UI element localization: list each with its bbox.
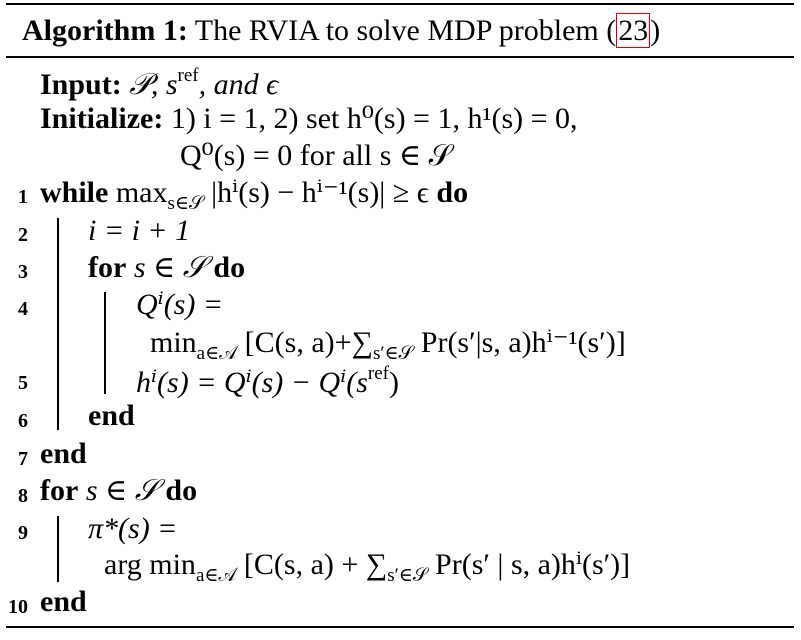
- line-number: 10: [8, 596, 28, 618]
- line-number: 2: [18, 224, 28, 246]
- line-number: 8: [18, 485, 28, 507]
- line-number: 9: [18, 522, 28, 544]
- policy-line: π*(s) =: [88, 512, 178, 545]
- h-update-line: $h^i(s) = Q^i(s) - Q^i(s^{ref})$: [136, 363, 399, 399]
- end-for-line: end: [88, 399, 135, 432]
- policy-cont: arg $\min_{a\in 𝒜} [C(s$, $a) + \sum_{s'\in 𝒮}$ Pr(s′ | s, a)hⁱ(s′)]: [104, 548, 631, 586]
- q-update-cont: $\min_{a\in 𝒜} [C(s$, $a)+\sum_{s'\in 𝒮}$ Pr(s′|s, a)hⁱ⁻¹(s′)]: [150, 326, 626, 364]
- for-policy-line: for s ∈ 𝒮 do: [40, 474, 198, 507]
- input-items: 𝒫, s: [129, 68, 178, 101]
- end-while-line: end: [40, 437, 87, 470]
- end-policy-line: end: [40, 585, 87, 618]
- line-number: 4: [18, 298, 28, 320]
- initialize-line2: Q⁰(s) = 0 for all s ∈ 𝒮: [180, 139, 452, 172]
- initialize-line1: 1) i = 1, 2) set h⁰(s) = 1, h¹(s) = 0,: [170, 102, 578, 135]
- caption-rule: [6, 56, 794, 58]
- equation-ref-link[interactable]: 23: [618, 14, 649, 47]
- while-line: while $\max_{s\in 𝒮} |h^i(s) - h^{i-1}(s)| \ge \epsilon$ do: [40, 176, 469, 214]
- input-keyword: Input:: [40, 68, 122, 101]
- line-number: 6: [18, 410, 28, 432]
- initialize-line: [40, 104, 578, 134]
- while-body-bar: [57, 218, 59, 430]
- line-number: 7: [18, 448, 28, 470]
- q-update-line: Qⁱ(s) =: [136, 288, 224, 321]
- top-rule: [6, 3, 794, 5]
- increment-line: i = i + 1: [88, 214, 191, 247]
- policy-body-bar: [57, 516, 59, 582]
- line-number: 5: [18, 372, 28, 394]
- line-number: 3: [18, 261, 28, 283]
- for-line: for s ∈ 𝒮 do: [88, 251, 246, 284]
- line-number: 1: [18, 186, 28, 208]
- algorithm-caption: Algorithm 1: The RVIA to solve MDP problem (23): [22, 14, 661, 47]
- algorithm-label: Algorithm 1:: [22, 14, 188, 47]
- bottom-rule: [6, 626, 794, 628]
- algorithm-title: The RVIA to solve MDP problem (: [194, 14, 617, 47]
- initialize-keyword: Initialize:: [40, 102, 164, 135]
- for-body-bar: [104, 292, 106, 394]
- input-line: Input: 𝒫, $s^{ref}$, and ϵ: [40, 65, 279, 101]
